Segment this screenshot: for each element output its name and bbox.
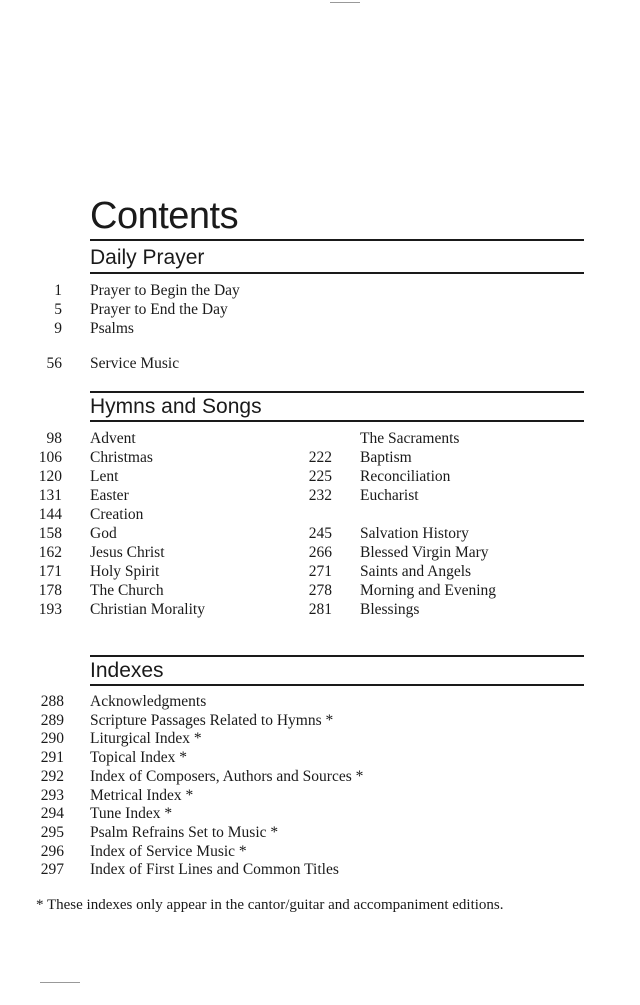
entry-label[interactable]: Index of First Lines and Common Titles [90,861,339,879]
entry-label[interactable]: Salvation History [360,525,469,542]
section-heading-hymns: Hymns and Songs [90,395,262,418]
entry-number: 5 [54,301,62,318]
section-rule-top [90,239,584,241]
entry-number: 106 [38,449,62,466]
section-rule-top [90,391,584,393]
entry-number: 291 [40,749,64,767]
entry-label[interactable]: Index of Composers, Authors and Sources * [90,767,364,785]
section-heading-daily-prayer: Daily Prayer [90,246,205,269]
entry-label[interactable]: Acknowledgments [90,693,207,710]
entry-label[interactable]: Easter [90,487,129,504]
entry-number: 162 [38,544,62,561]
entry-number: 278 [308,582,332,599]
entry-label[interactable]: Blessed Virgin Mary [360,544,489,561]
entry-label[interactable]: Baptism [360,449,412,466]
entry-label[interactable]: Saints and Angels [360,563,472,580]
section-heading-indexes: Indexes [90,659,164,682]
entry-label[interactable]: Tune Index * [90,805,173,823]
entry-label[interactable]: Eucharist [360,487,419,504]
entry-label[interactable]: Service Music [90,355,180,372]
entry-number: 178 [38,582,62,599]
entry-label[interactable]: God [90,525,117,542]
page-title: Contents [90,195,239,238]
footnote: * These indexes only appear in the cantor/guitar and accompaniment editions. [36,897,504,913]
entry-label[interactable]: Metrical Index * [90,786,194,804]
entry-label[interactable]: Lent [90,468,119,485]
entry-number: 295 [40,823,64,841]
entry-label[interactable]: Topical Index * [90,749,188,767]
entry-label[interactable]: Prayer to End the Day [90,301,228,318]
entry-label[interactable]: Scripture Passages Related to Hymns * [90,711,334,729]
entry-number: 193 [38,601,62,618]
entry-number: 98 [46,430,62,447]
entry-label[interactable]: Liturgical Index * [90,730,202,748]
section-rule-bottom [90,420,584,422]
entry-number: 225 [308,468,332,485]
entry-number: 281 [308,601,332,618]
entry-label[interactable]: Morning and Evening [360,582,497,599]
entry-number: 289 [40,711,64,729]
entry-number: 245 [308,525,332,542]
entry-label[interactable]: Advent [90,430,136,447]
entry-label[interactable]: The Church [90,582,164,599]
entry-number: 288 [40,693,64,710]
entry-number: 222 [308,449,332,466]
entry-label[interactable]: Creation [90,506,144,523]
entry-label[interactable]: Christmas [90,449,153,466]
section-rule-bottom [90,684,584,686]
entry-number: 293 [40,786,64,804]
entry-label[interactable]: Prayer to Begin the Day [90,282,240,299]
entry-number: 120 [38,468,62,485]
entry-number: 292 [40,767,64,785]
entry-number: 271 [308,563,332,580]
entry-number: 232 [308,487,332,504]
entry-label[interactable]: Reconciliation [360,468,451,485]
entry-number: 171 [38,563,62,580]
entry-label[interactable]: Psalms [90,320,134,337]
entry-number: 144 [38,506,62,523]
entry-label[interactable]: Christian Morality [90,601,205,618]
entry-label[interactable]: Index of Service Music * [90,842,247,860]
scan-mark [40,982,80,983]
scan-mark [330,2,360,3]
entry-number: 297 [40,861,64,879]
section-rule-bottom [90,272,584,274]
entry-label[interactable]: Jesus Christ [90,544,165,561]
entry-number: 296 [40,842,64,860]
entry-number: 266 [308,544,332,561]
entry-number: 131 [38,487,62,504]
entry-number: 294 [40,805,64,823]
entry-number: 56 [46,355,62,372]
entry-number: 158 [38,525,62,542]
entry-label[interactable]: Blessings [360,601,420,618]
entry-label[interactable]: Holy Spirit [90,563,160,580]
entry-number: 1 [54,282,62,299]
section-rule-top [90,655,584,657]
entry-label[interactable]: Psalm Refrains Set to Music * [90,823,279,841]
entry-number: 9 [54,320,62,337]
entry-number: 290 [40,730,64,748]
subheading-sacraments: The Sacraments [360,430,460,447]
